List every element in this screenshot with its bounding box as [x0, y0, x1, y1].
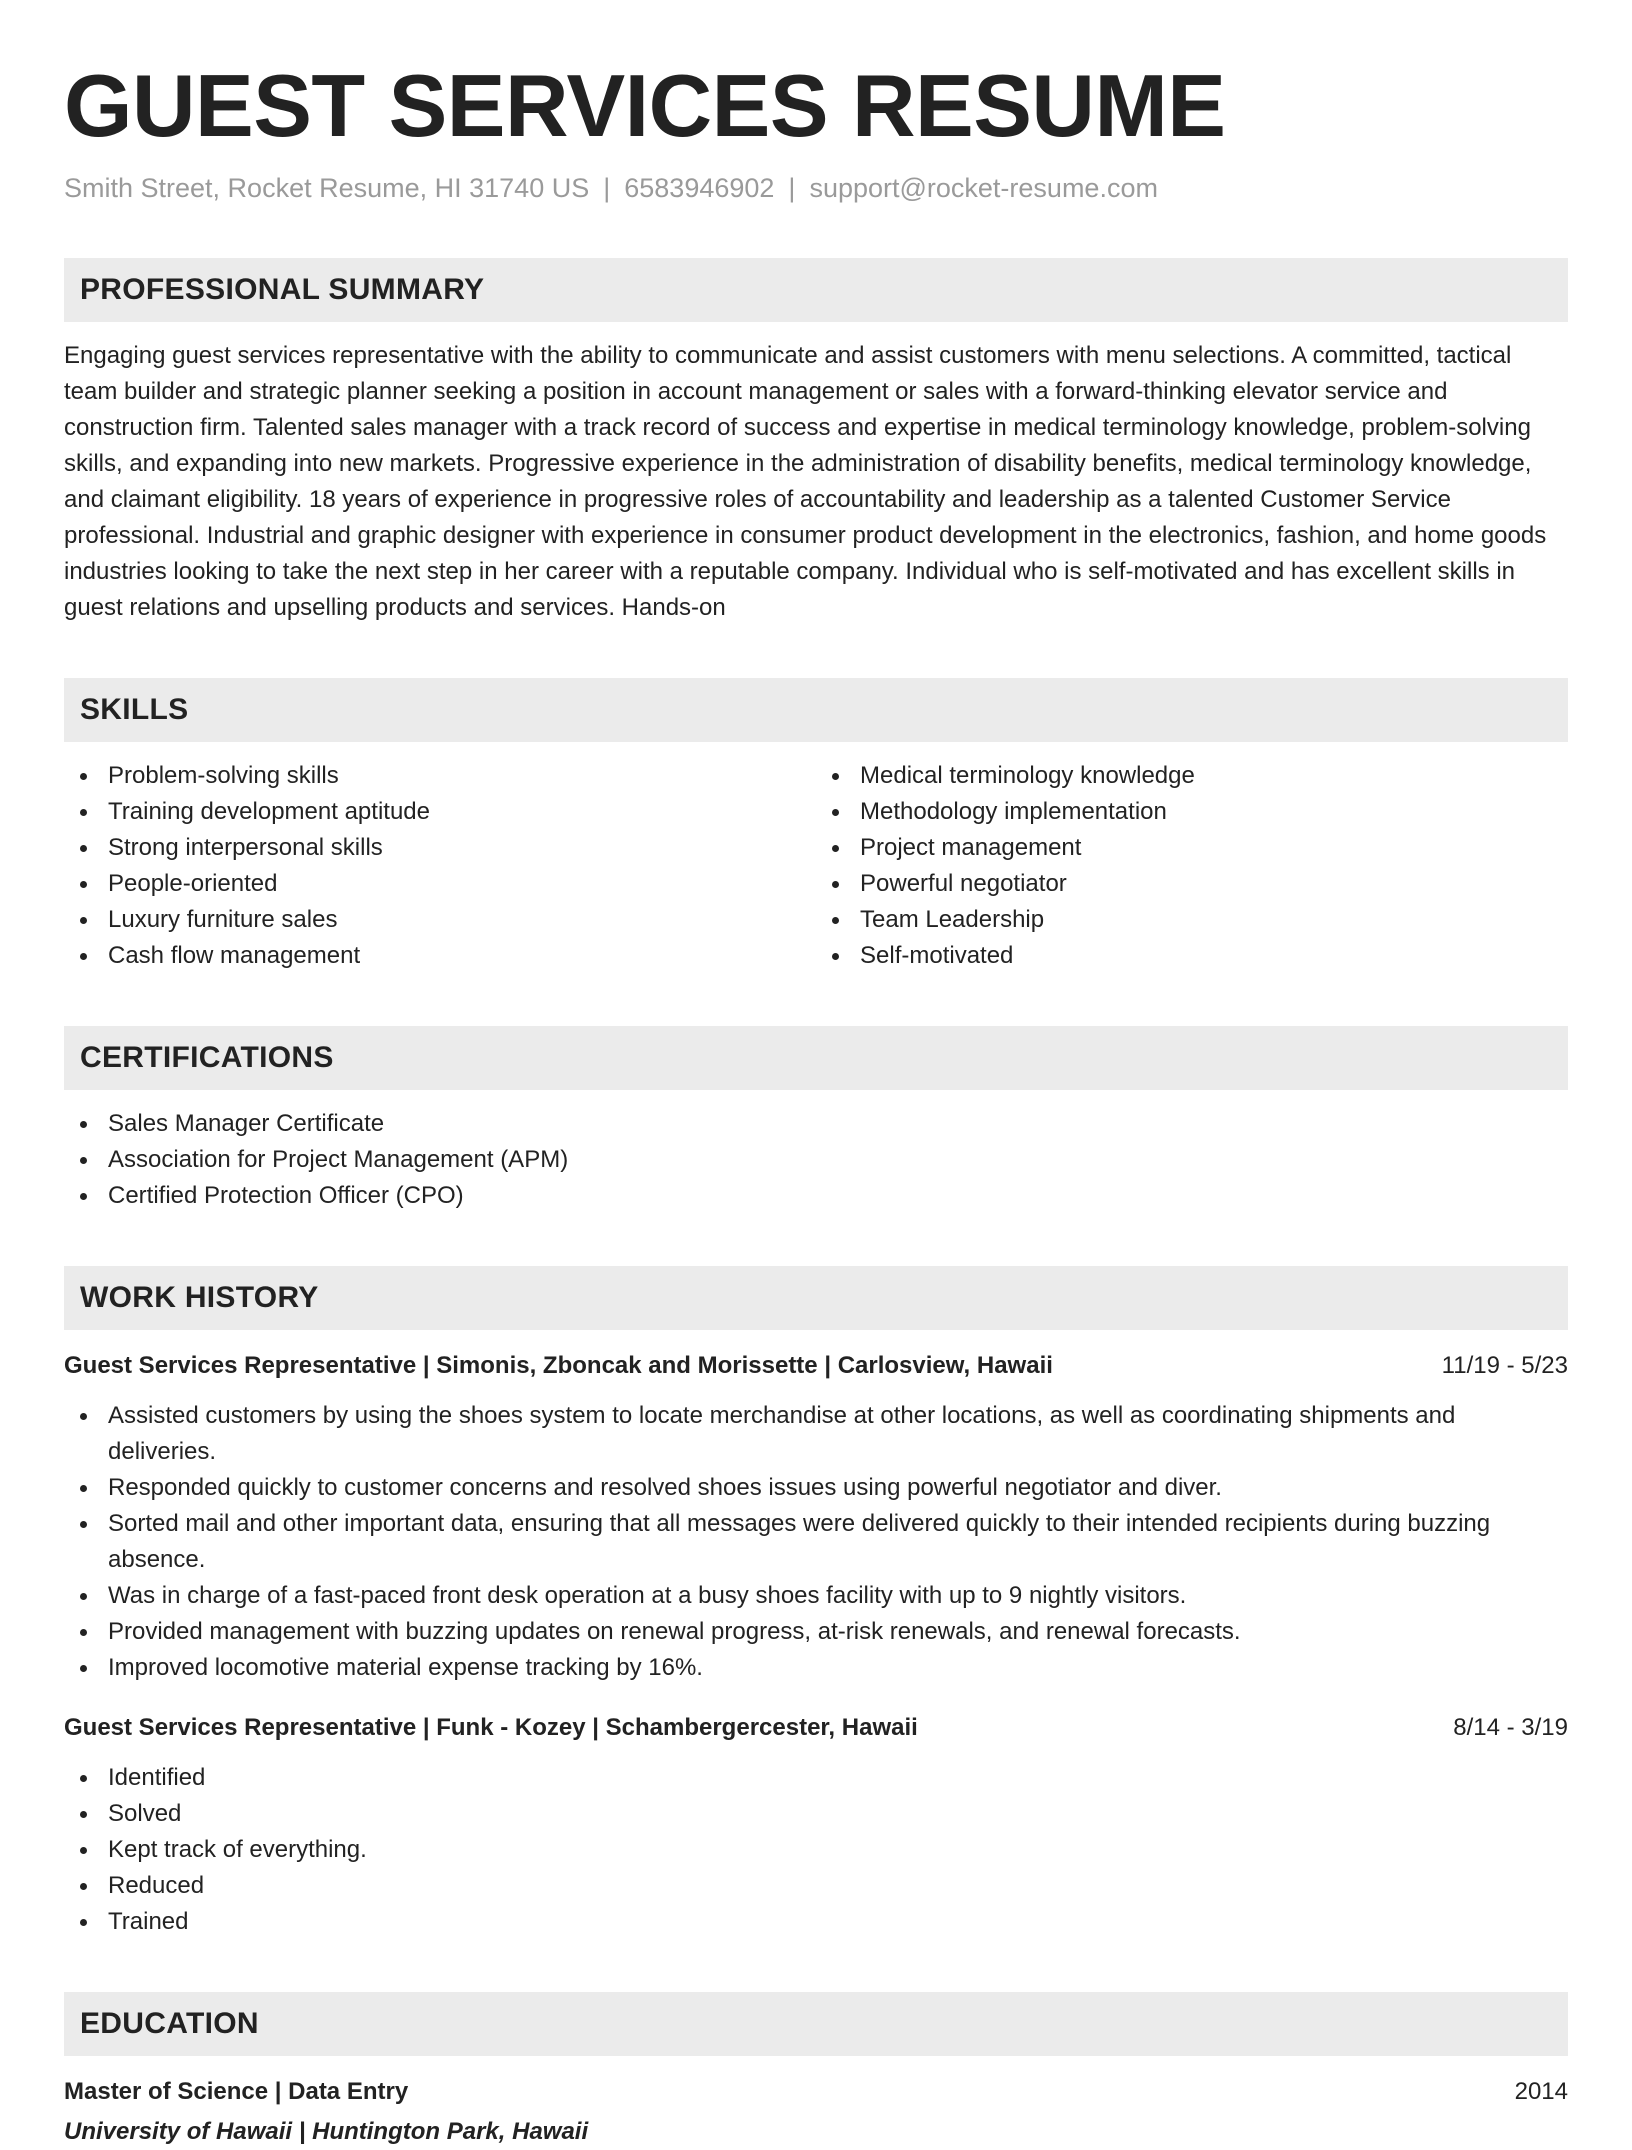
certifications-list — [64, 1106, 1568, 1214]
summary-heading: PROFESSIONAL SUMMARY — [80, 273, 485, 306]
work-history-heading: WORK HISTORY — [80, 1281, 319, 1314]
work-history-section-header — [64, 1266, 1568, 1330]
job-duty: Provided management with buzzing updates on renewal progress, at-risk renewals, and renewal forecasts. — [64, 1614, 1568, 1650]
certification-item: Sales Manager Certificate — [64, 1106, 1568, 1142]
skill-item: Team Leadership — [816, 902, 1568, 938]
job-duty: Improved locomotive material expense tracking by 16%. — [64, 1650, 1568, 1686]
education-year: 2014 — [1514, 2078, 1568, 2105]
skill-item: Self-motivated — [816, 938, 1568, 974]
job-title: Guest Services Representative | Funk - Kozey | Schambergercester, Hawaii — [64, 1714, 918, 1741]
job-duty: Was in charge of a fast-paced front desk operation at a busy shoes facility with up to 9 nightly visitors. — [64, 1578, 1568, 1614]
skill-item: Problem-solving skills — [64, 758, 816, 794]
skill-item: Project management — [816, 830, 1568, 866]
job-duty: Trained — [64, 1904, 1568, 1940]
job-duty: Responded quickly to customer concerns and resolved shoes issues using powerful negotiator and diver. — [64, 1470, 1568, 1506]
skill-item: Powerful negotiator — [816, 866, 1568, 902]
contact-separator: | — [603, 173, 611, 203]
contact-email: support@rocket-resume.com — [809, 173, 1158, 203]
job-duty: Kept track of everything. — [64, 1832, 1568, 1868]
education-header — [64, 2074, 1568, 2110]
summary-section-header — [64, 258, 1568, 322]
skill-item: Strong interpersonal skills — [64, 830, 816, 866]
skills-list-left — [64, 758, 816, 974]
skill-item: Methodology implementation — [816, 794, 1568, 830]
job-duty: Solved — [64, 1796, 1568, 1832]
certification-item: Certified Protection Officer (CPO) — [64, 1178, 1568, 1214]
education-degree: Master of Science | Data Entry — [64, 2078, 409, 2105]
contact-phone: 6583946902 — [624, 173, 775, 203]
job-entry — [64, 1348, 1568, 1686]
job-duties — [64, 1760, 1568, 1940]
job-duties — [64, 1398, 1568, 1686]
skills-heading: SKILLS — [80, 693, 189, 726]
contact-line — [64, 170, 1568, 206]
job-header — [64, 1348, 1568, 1384]
skills-section-header — [64, 678, 1568, 742]
certification-item: Association for Project Management (APM) — [64, 1142, 1568, 1178]
skill-item: Cash flow management — [64, 938, 816, 974]
job-duty: Identified — [64, 1760, 1568, 1796]
resume-title: GUEST SERVICES RESUME — [64, 56, 1226, 155]
job-duty: Assisted customers by using the shoes system to locate merchandise at other locations, as well as coordinating shipments and deliveries. — [64, 1398, 1568, 1470]
skill-item: Medical terminology knowledge — [816, 758, 1568, 794]
education-school: University of Hawaii | Huntington Park, Hawaii — [64, 2118, 589, 2145]
skill-item: People-oriented — [64, 866, 816, 902]
education-section-header — [64, 1992, 1568, 2056]
job-title: Guest Services Representative | Simonis, Zboncak and Morissette | Carlosview, Hawaii — [64, 1352, 1053, 1379]
job-duty: Reduced — [64, 1868, 1568, 1904]
skill-item: Luxury furniture sales — [64, 902, 816, 938]
certifications-heading: CERTIFICATIONS — [80, 1041, 334, 1074]
job-header — [64, 1710, 1568, 1746]
skills-list-right — [816, 758, 1568, 974]
contact-address: Smith Street, Rocket Resume, HI 31740 US — [64, 173, 590, 203]
contact-separator: | — [788, 173, 796, 203]
education-heading: EDUCATION — [80, 2007, 259, 2040]
certifications-section-header — [64, 1026, 1568, 1090]
job-duty: Sorted mail and other important data, ensuring that all messages were delivered quickly to their intended recipients during buzzing absence. — [64, 1506, 1568, 1578]
summary-text: Engaging guest services representative with the ability to communicate and assist customers with menu selections. A committed, tactical team builder and strategic planner seeking a position in account management or sales with a forward-thinking elevator service and construction firm. Talented sales manager with a track record of success and expertise in medical terminology knowledge, problem-solving skills, and expanding into new markets. Progressive experience in the administration of disability benefits, medical terminology knowledge, and claimant eligibility. 18 years of experience in progressive roles of accountability and leadership as a talented Customer Service professional. Industrial and graphic designer with experience in consumer product development in the electronics, fashion, and home goods industries looking to take the next step in her career with a reputable company. Individual who is self-motivated and has excellent skills in guest relations and upselling products and services. Hands-on — [64, 342, 1547, 621]
job-dates: 8/14 - 3/19 — [1453, 1714, 1568, 1741]
job-dates: 11/19 - 5/23 — [1441, 1352, 1568, 1379]
skills-columns — [64, 758, 1568, 974]
skill-item: Training development aptitude — [64, 794, 816, 830]
job-entry — [64, 1710, 1568, 1940]
